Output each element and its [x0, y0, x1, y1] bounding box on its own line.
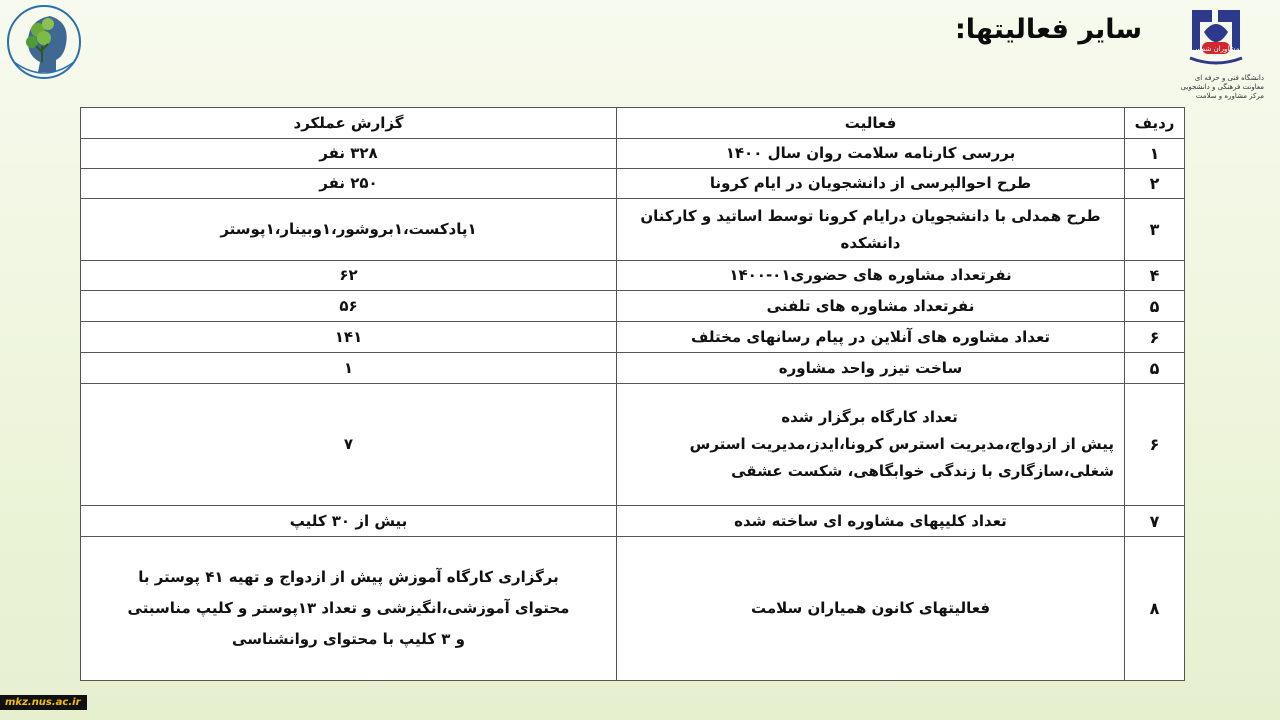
header-row-number: ردیف [1125, 108, 1185, 139]
row-activity: تعداد کلیپهای مشاوره ای ساخته شده [617, 506, 1125, 537]
row-activity: نفرتعداد مشاوره های تلفنی [617, 291, 1125, 322]
header-report: گزارش عملکرد [81, 108, 617, 139]
table-row [81, 169, 1185, 199]
org-line: مرکز مشاوره و سلامت [1195, 92, 1264, 100]
table-row [81, 261, 1185, 291]
table-row [81, 199, 1185, 261]
activity-detail: پیش از ازدواج،مدیریت استرس کرونا،ایدز،مدیریت استرس شغلی،سازگاری با زندگی خوابگاهی، شکست عشقی [689, 435, 1114, 480]
row-activity [617, 384, 1125, 506]
row-report: ۱ [81, 353, 617, 384]
row-number: ۳ [1125, 199, 1185, 261]
header-activity: فعالیت [617, 108, 1125, 139]
org-line: معاونت فرهنگی و دانشجویی [1180, 83, 1264, 91]
table-row [81, 506, 1185, 537]
logo-badge-text: مشاوران شمس [1192, 45, 1240, 53]
footer-website-tag: mkz.nus.ac.ir [0, 695, 87, 710]
row-activity: طرح همدلی با دانشجویان درایام کرونا توسط اساتید و کارکنان دانشکده [617, 199, 1125, 261]
table-row [81, 537, 1185, 681]
row-number: ۸ [1125, 537, 1185, 681]
row-report: ۳۲۸ نفر [81, 139, 617, 169]
row-activity: نفرتعداد مشاوره های حضوری۰۱-۱۴۰۰ [617, 261, 1125, 291]
activity-heading: تعداد کارگاه برگزار شده [781, 408, 958, 426]
university-logo [1168, 2, 1264, 106]
row-number: ۶ [1125, 384, 1185, 506]
row-number: ۱ [1125, 139, 1185, 169]
activities-table [80, 107, 1185, 681]
page-title: سایر فعالیتها: [954, 14, 1142, 45]
row-number: ۷ [1125, 506, 1185, 537]
table-row [81, 291, 1185, 322]
row-number: ۶ [1125, 322, 1185, 353]
row-activity: فعالیتهای کانون همیاران سلامت [617, 537, 1125, 681]
row-report: ۲۵۰ نفر [81, 169, 617, 199]
row-activity: ساخت تیزر واحد مشاوره [617, 353, 1125, 384]
table-row [81, 384, 1185, 506]
row-report: ۷ [81, 384, 617, 506]
row-number: ۵ [1125, 353, 1185, 384]
row-report: بیش از ۳۰ کلیپ [81, 506, 617, 537]
row-report: ۱پادکست،۱بروشور،۱وبینار،۱پوستر [81, 199, 617, 261]
table-row [81, 353, 1185, 384]
row-number: ۴ [1125, 261, 1185, 291]
row-report: برگزاری کارگاه آموزش پیش از ازدواج و تهیه ۴۱ پوستر با محتوای آموزشی،انگیزشی و تعداد ۱۳پوستر و کلیپ مناسبتی و ۳ کلیپ با محتوای روانشناسی [81, 537, 617, 681]
table-row [81, 322, 1185, 353]
tree-head-logo-icon [4, 2, 84, 86]
org-name [1168, 74, 1264, 101]
row-report: ۱۴۱ [81, 322, 617, 353]
row-activity: طرح احوالپرسی از دانشجویان در ایام کرونا [617, 169, 1125, 199]
row-report: ۶۲ [81, 261, 617, 291]
logo-mark-icon [1182, 2, 1250, 68]
row-number: ۲ [1125, 169, 1185, 199]
counseling-center-logo [4, 2, 84, 86]
table-header-row [81, 108, 1185, 139]
org-line: دانشگاه فنی و حرفه ای [1194, 74, 1264, 82]
row-report: ۵۶ [81, 291, 617, 322]
table-row [81, 139, 1185, 169]
row-activity: تعداد مشاوره های آنلاین در پیام رسانهای مختلف [617, 322, 1125, 353]
row-number: ۵ [1125, 291, 1185, 322]
row-activity: بررسی کارنامه سلامت روان سال ۱۴۰۰ [617, 139, 1125, 169]
